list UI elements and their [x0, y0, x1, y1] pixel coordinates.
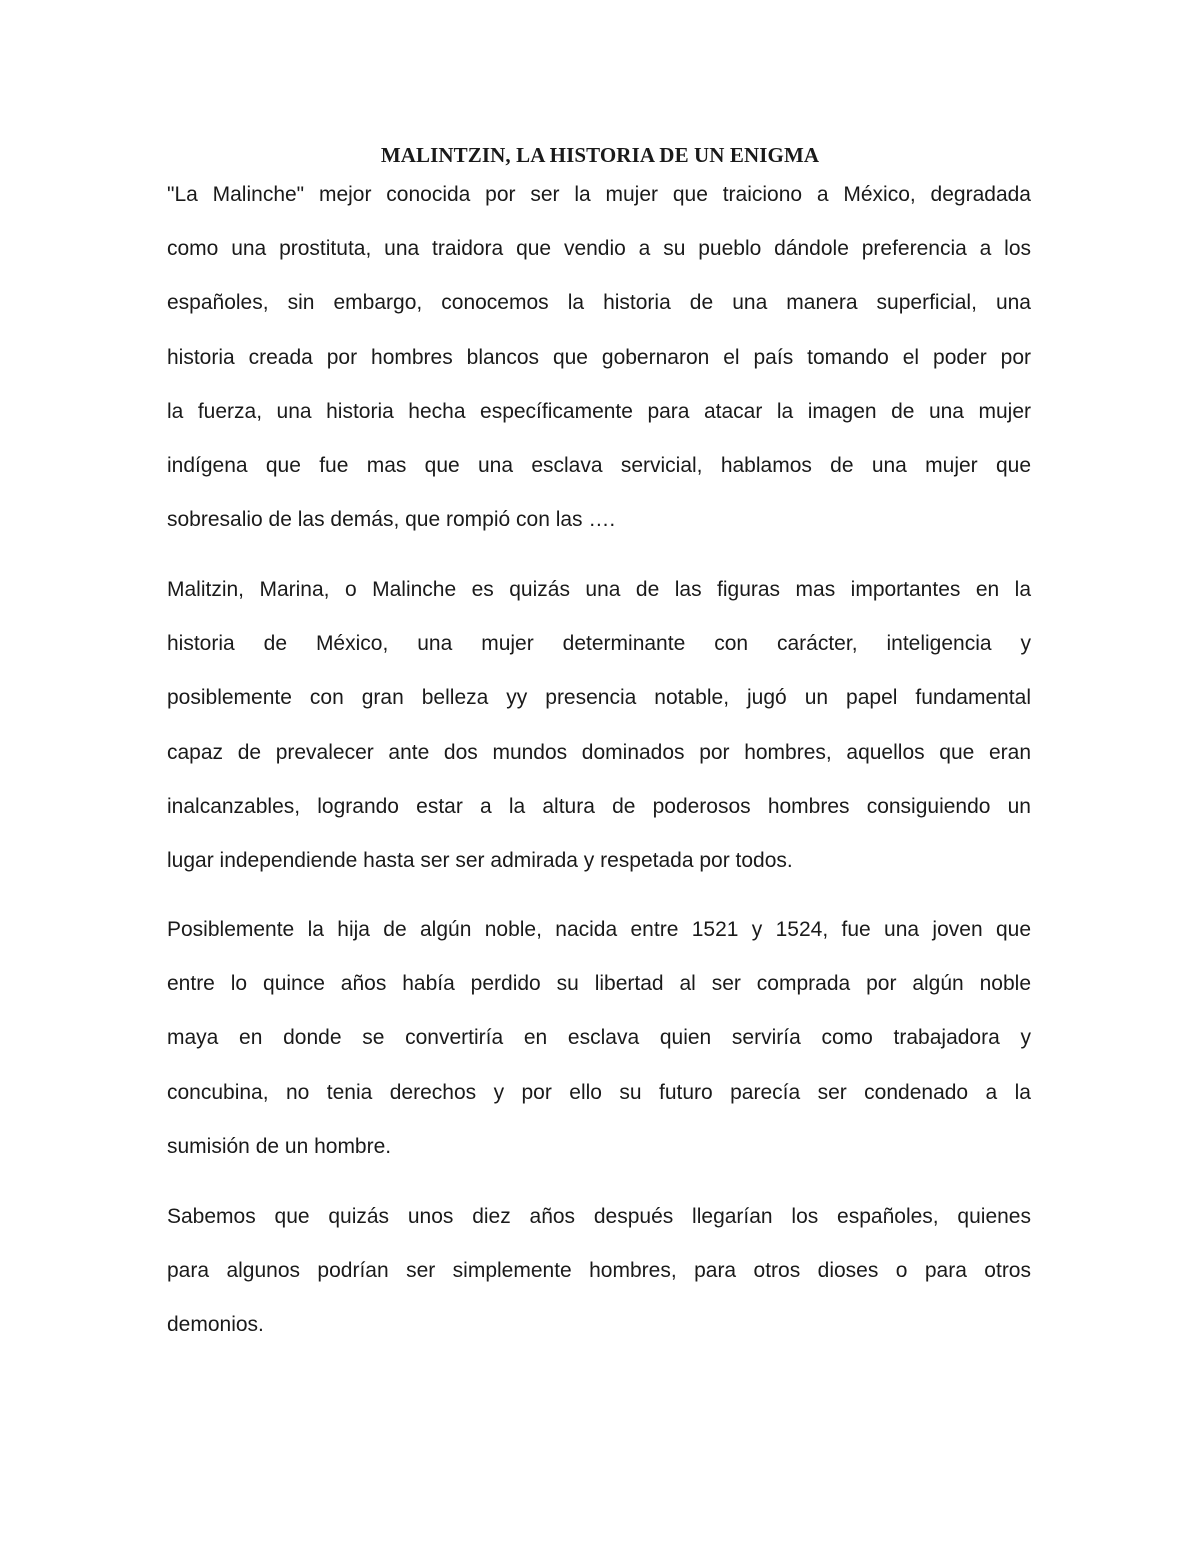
- paragraph-line: sobresalio de las demás, que rompió con las ….: [167, 508, 616, 532]
- paragraph-line: posiblemente con gran belleza yy presencia notable, jugó un papel fundamental: [167, 686, 1031, 710]
- paragraph-line: inalcanzables, logrando estar a la altura de poderosos hombres consiguiendo un: [167, 794, 1031, 818]
- paragraph-line: Malitzin, Marina, o Malinche es quizás una de las figuras mas importantes en la: [167, 578, 1031, 601]
- paragraph-line: Sabemos que quizás unos diez años después llegarían los españoles, quienes: [167, 1205, 1031, 1228]
- paragraph-line: historia creada por hombres blancos que gobernaron el país tomando el poder por: [167, 345, 1031, 369]
- document-title: MALINTZIN, LA HISTORIA DE UN ENIGMA: [380, 143, 820, 167]
- paragraph-line: españoles, sin embargo, conocemos la historia de una manera superficial, una: [167, 291, 1031, 315]
- paragraph-line: para algunos podrían ser simplemente hombres, para otros dioses o para otros: [167, 1259, 1031, 1283]
- paragraph-line: lugar independiende hasta ser ser admirada y respetada por todos.: [167, 849, 793, 873]
- paragraph-1: [167, 168, 1031, 547]
- paragraph-2: [167, 563, 1031, 888]
- paragraph-line: como una prostituta, una traidora que vendio a su pueblo dándole preferencia a los: [167, 237, 1031, 261]
- paragraph-line: concubina, no tenia derechos y por ello su futuro parecía ser condenado a la: [167, 1080, 1031, 1104]
- paragraph-line: historia de México, una mujer determinante con carácter, inteligencia y: [167, 632, 1031, 656]
- paragraph-line: maya en donde se convertiría en esclava quien serviría como trabajadora y: [167, 1026, 1031, 1050]
- paragraph-line: entre lo quince años había perdido su libertad al ser comprada por algún noble: [167, 972, 1031, 996]
- paragraph-line: "La Malinche" mejor conocida por ser la mujer que traiciono a México, degradada: [167, 183, 1031, 206]
- paragraph-line: capaz de prevalecer ante dos mundos dominados por hombres, aquellos que eran: [167, 740, 1031, 764]
- paragraph-line: sumisión de un hombre.: [167, 1134, 392, 1158]
- paragraph-line: la fuerza, una historia hecha específicamente para atacar la imagen de una mujer: [167, 399, 1031, 423]
- paragraph-line: Posiblemente la hija de algún noble, nacida entre 1521 y 1524, fue una joven que: [167, 918, 1031, 941]
- paragraph-4: [167, 1190, 1031, 1353]
- paragraph-3: [167, 903, 1031, 1174]
- paragraph-line: indígena que fue mas que una esclava servicial, hablamos de una mujer que: [167, 454, 1031, 478]
- paragraph-line: demonios.: [167, 1313, 264, 1337]
